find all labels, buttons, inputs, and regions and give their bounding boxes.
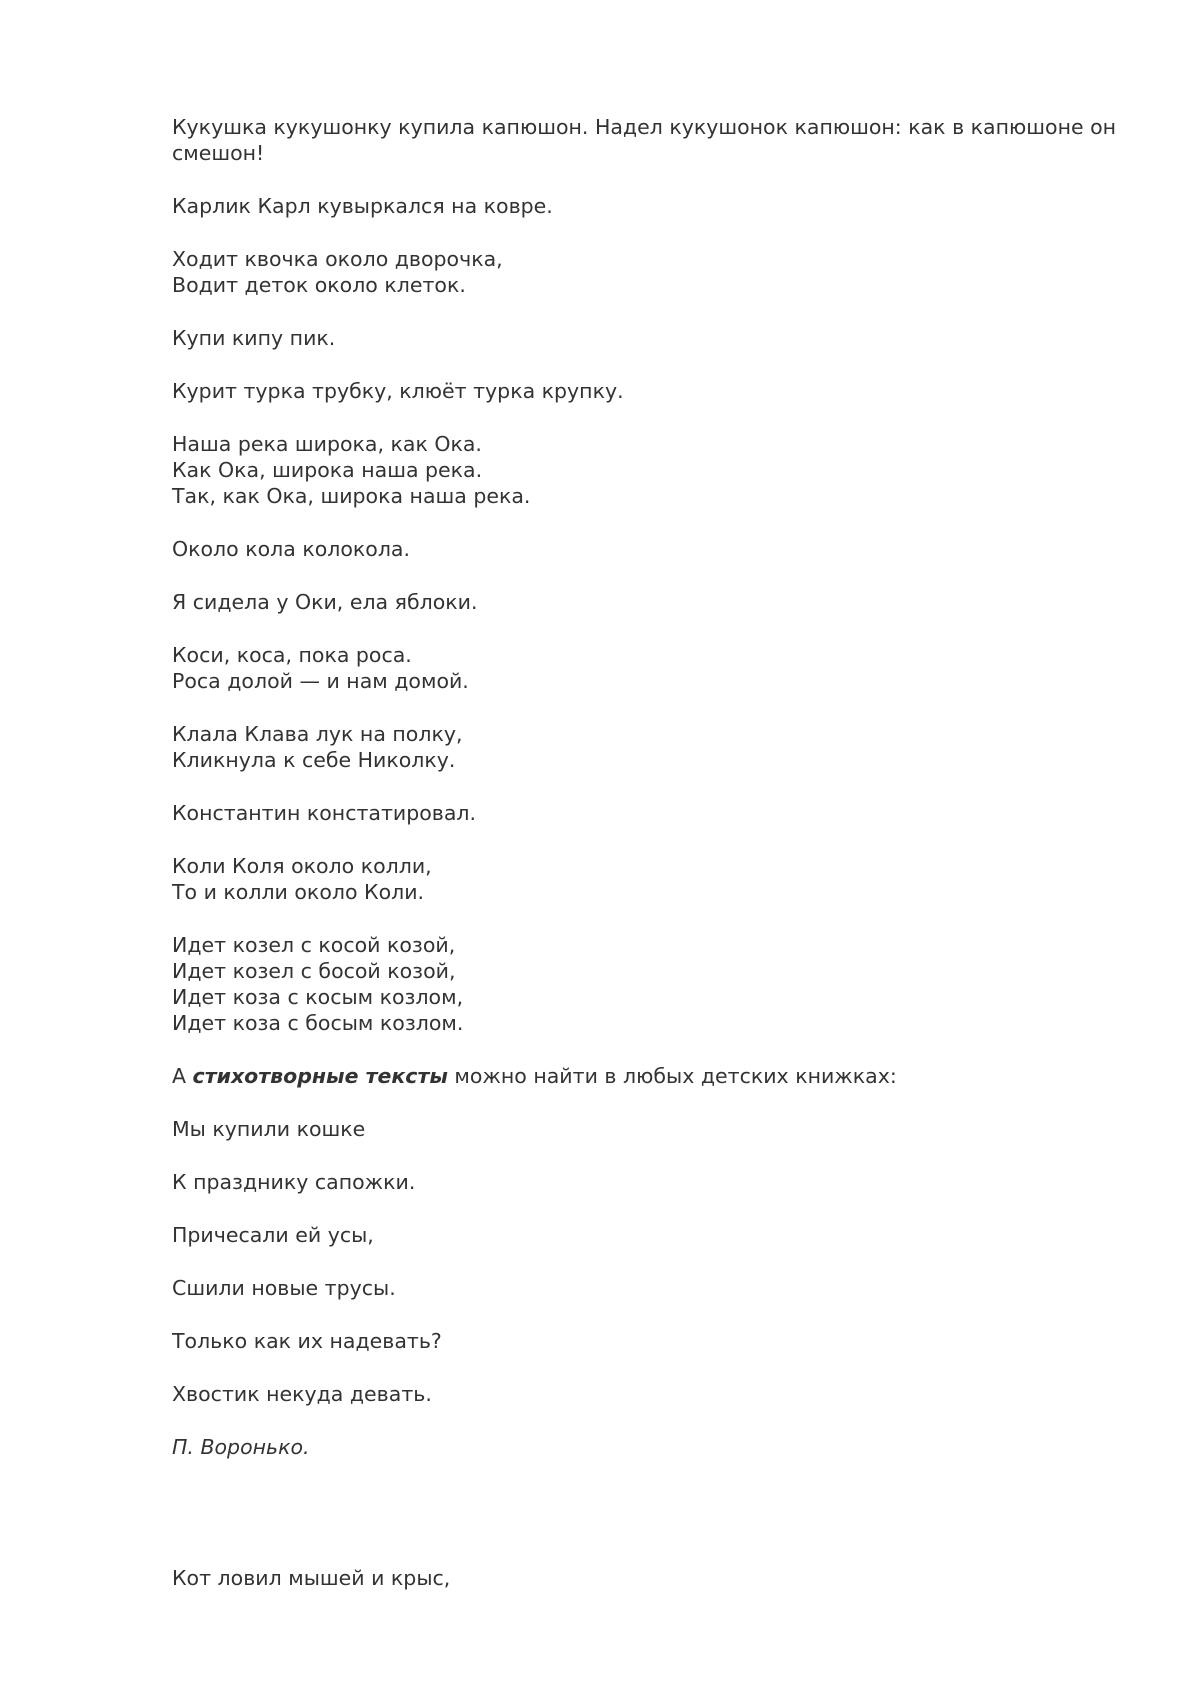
poem-line: Хвостик некуда девать. (172, 1382, 432, 1406)
text-line: Коли Коля около колли, (172, 854, 432, 878)
text-line: Константин констатировал. (172, 801, 477, 825)
text-line: То и колли около Коли. (172, 880, 425, 904)
tongue-twister-paragraph (172, 431, 1132, 509)
tongue-twister-paragraph (172, 325, 1132, 351)
poem-author: П. Воронько. (172, 1435, 310, 1459)
intro-text-after: можно найти в любых детских книжках: (447, 1064, 897, 1088)
text-line: Так, как Ока, широка наша река. (172, 484, 531, 508)
intro-text-before: А (172, 1064, 193, 1088)
tongue-twister-paragraph (172, 932, 1132, 1036)
tongue-twister-paragraph (172, 800, 1132, 826)
text-line: Наша река широка, как Ока. (172, 432, 482, 456)
poem-line: К празднику сапожки. (172, 1170, 416, 1194)
text-line: Около кола колокола. (172, 537, 411, 561)
text-line: Роса долой — и нам домой. (172, 669, 469, 693)
tongue-twister-paragraph (172, 853, 1132, 905)
text-line: Идет коза с косым козлом, (172, 985, 464, 1009)
text-line: Я сидела у Оки, ела яблоки. (172, 590, 478, 614)
text-line: Клала Клава лук на полку, (172, 722, 463, 746)
text-line: Карлик Карл кувыркался на ковре. (172, 194, 553, 218)
tongue-twister-paragraph (172, 378, 1132, 404)
tongue-twisters-section (172, 114, 1132, 1036)
document-page (172, 114, 1132, 1618)
tongue-twister-paragraph (172, 193, 1132, 219)
tongue-twister-paragraph (172, 536, 1132, 562)
poem-line: Причесали ей усы, (172, 1223, 374, 1247)
intro-paragraph (172, 1063, 1132, 1089)
text-line: Водит деток около клеток. (172, 273, 466, 297)
text-line: Купи кипу пик. (172, 326, 336, 350)
poem-section (172, 1116, 1132, 1407)
text-line: Как Ока, широка наша река. (172, 458, 483, 482)
tongue-twister-paragraph (172, 642, 1132, 694)
text-line: Идет козел с босой козой, (172, 959, 456, 983)
text-line: Коси, коса, пока роса. (172, 643, 412, 667)
blank-space (172, 1487, 1132, 1565)
tongue-twister-paragraph (172, 114, 1132, 166)
tongue-twister-paragraph (172, 246, 1132, 298)
next-poem-first-line: Кот ловил мышей и крыс, (172, 1566, 451, 1590)
text-line: Курит турка трубку, клюёт турка крупку. (172, 379, 624, 403)
poem-line: Мы купили кошке (172, 1117, 366, 1141)
text-line: Кликнула к себе Николку. (172, 748, 456, 772)
text-line: Кукушка кукушонку купила капюшон. Надел кукушонок капюшон: как в капюшоне он смешон! (172, 115, 1123, 165)
poem-line: Только как их надевать? (172, 1329, 442, 1353)
poem-line: Сшили новые трусы. (172, 1276, 396, 1300)
text-line: Ходит квочка около дворочка, (172, 247, 503, 271)
text-line: Идет козел с косой козой, (172, 933, 456, 957)
intro-emphasis: стихотворные тексты (192, 1064, 448, 1088)
tongue-twister-paragraph (172, 721, 1132, 773)
text-line: Идет коза с босым козлом. (172, 1011, 464, 1035)
tongue-twister-paragraph (172, 589, 1132, 615)
